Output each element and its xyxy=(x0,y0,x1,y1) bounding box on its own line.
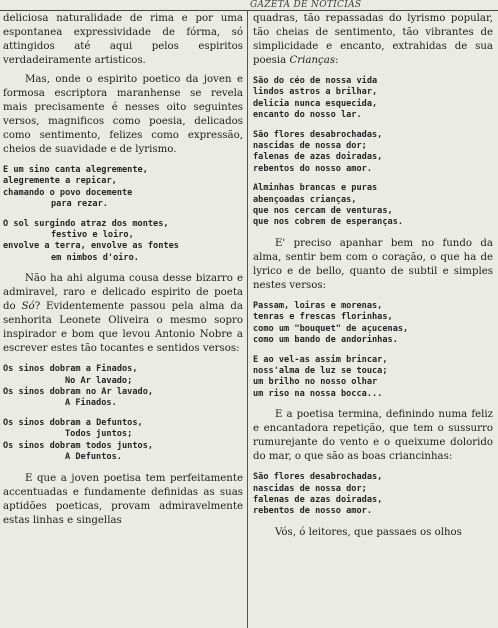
left-paragraph-4: E que a joven poetisa tem perfeitamente accentuadas e fundamente definidas as suas aptidões poeticas, provam admiravelmente estas linhas e singellas xyxy=(3,472,243,526)
poem-title: Crianças xyxy=(289,55,336,66)
book-title: Só xyxy=(21,301,35,313)
verse-line: abençoadas crianças, xyxy=(253,194,357,205)
verse-line: chamando o povo docemente xyxy=(3,187,133,198)
right-column xyxy=(253,12,493,626)
masthead: GAZETA DE NOTICIAS xyxy=(250,0,362,10)
paragraph-text: quadras, tão repassadas do lyrismo popular, tão cheias de sentimento, tão vibrantes de simplicidade e encanto, extrahidas de sua poesia xyxy=(253,13,493,66)
verse-line: E ao vel-as assim brincar, xyxy=(253,354,388,365)
left-paragraph-3 xyxy=(3,272,243,356)
verse-line: como um "bouquet" de açucenas, xyxy=(253,323,409,334)
right-paragraph-4: Vós, ó leitores, que passaes os olhos xyxy=(275,526,462,538)
verse-line: rebentos de nosso amor. xyxy=(253,506,372,517)
verse-line: Passam, loiras e morenas, xyxy=(253,300,383,311)
verse-line: São do céo de nossa vida xyxy=(253,76,378,86)
verse-line: Todos juntos; xyxy=(65,429,133,440)
right-stanza-6 xyxy=(253,472,493,518)
right-paragraph-3: E a poetisa termina, definindo numa feliz e encantadora repetição, que tem o sussurro rumurejante do vento e o queixume dolorido do mar, o que são as boas criancinhas: xyxy=(253,409,493,463)
right-stanza-4 xyxy=(253,301,493,347)
verse-line: nascidas de nossa dor; xyxy=(253,483,367,494)
verse-line: para rezar. xyxy=(51,199,108,210)
verse-line: Os sinos dobram a Finados, xyxy=(3,364,138,375)
right-stanza-3 xyxy=(253,183,493,229)
right-stanza-2 xyxy=(253,130,493,176)
verse-line: delicia nunca esquecida, xyxy=(253,98,378,109)
verse-line: A Finados. xyxy=(65,398,117,409)
verse-line: A Defuntos. xyxy=(65,452,122,463)
verse-line: lindos astros a brilhar, xyxy=(253,87,378,98)
verse-line: envolve a terra, envolve as fontes xyxy=(3,241,179,252)
verse-line: alegremente a repicar, xyxy=(3,176,117,187)
right-paragraph-1 xyxy=(253,12,493,68)
verse-line: São flores desabrochadas, xyxy=(253,129,383,140)
verse-line: No Ar lavado; xyxy=(65,375,133,386)
top-rule xyxy=(0,10,498,11)
verse-line: festivo e loiro, xyxy=(51,230,134,241)
verse-line: noss'alma de luz se touca; xyxy=(253,365,388,376)
left-paragraph-1: deliciosa naturalidade de rima e por uma espontanea expressividade de fórma, só attingidos até aqui pelos espiritos verdadeiramente artisticos. xyxy=(3,13,243,66)
verse-line: falenas de azas doiradas, xyxy=(253,494,383,505)
paragraph-text: ? Evidentemente passou pela alma da senhorita Leonete Oliveira o mesmo sopro inspirador e bom que levou Antonio Nobre a escrever estes tão tocantes e sentidos versos: xyxy=(3,301,243,355)
right-stanza-1 xyxy=(253,76,493,122)
right-paragraph-2: E' preciso apanhar bem no fundo da alma, sentir bem com o coração, o que ha de lyrico e de bello, quanto de subtil e simples nestes versos: xyxy=(253,237,493,291)
verse-line: tenras e frescas florinhas, xyxy=(253,312,393,323)
left-column xyxy=(3,12,243,626)
verse-line: nascidas de nossa dor; xyxy=(253,141,367,152)
verse-line: em nimbos d'oiro. xyxy=(51,252,139,263)
verse-line: encanto do nosso lar. xyxy=(253,110,362,121)
verse-line: um brilho no nosso olhar xyxy=(253,377,378,388)
left-stanza-4 xyxy=(3,418,243,464)
paragraph-text: : xyxy=(335,55,339,66)
paragraph-text: Não ha ahi alguma cousa desse bizarro e admiravel, raro e delicado espirito de poeta do xyxy=(3,273,243,313)
verse-line: E um sino canta alegremente, xyxy=(3,165,148,175)
left-stanza-3 xyxy=(3,364,243,410)
right-stanza-5 xyxy=(253,355,493,401)
verse-line: Os sinos dobram todos juntos, xyxy=(3,440,154,451)
verse-line: Os sinos dobram a Defuntos, xyxy=(3,417,143,428)
verse-line: um riso na nossa bocca... xyxy=(253,388,383,399)
left-stanza-2 xyxy=(3,219,243,265)
verse-line: Alminhas brancas e puras xyxy=(253,183,378,194)
verse-line: que nos cobrem de esperanças. xyxy=(253,217,404,228)
left-paragraph-2: Mas, onde o espirito poetico da joven e formosa escriptora maranhense se revela mais precisamente é nesses oito seguintes versos, magnificos como poesia, delicados como sentimento, felizes como expressão, cheios de suavidade e de lyrismo. xyxy=(3,74,243,155)
left-stanza-1 xyxy=(3,165,243,211)
column-divider xyxy=(247,10,248,628)
verse-line: que nos cercam de venturas, xyxy=(253,206,393,217)
verse-line: falenas de azas doiradas, xyxy=(253,152,383,163)
verse-line: São flores desabrochadas, xyxy=(253,472,383,483)
verse-line: rebentos do nosso amor. xyxy=(253,163,372,174)
verse-line: O sol surgindo atraz dos montes, xyxy=(3,218,169,229)
verse-line: Os sinos dobram no Ar lavado, xyxy=(3,387,154,398)
verse-line: como um bando de andorinhas. xyxy=(253,335,398,346)
